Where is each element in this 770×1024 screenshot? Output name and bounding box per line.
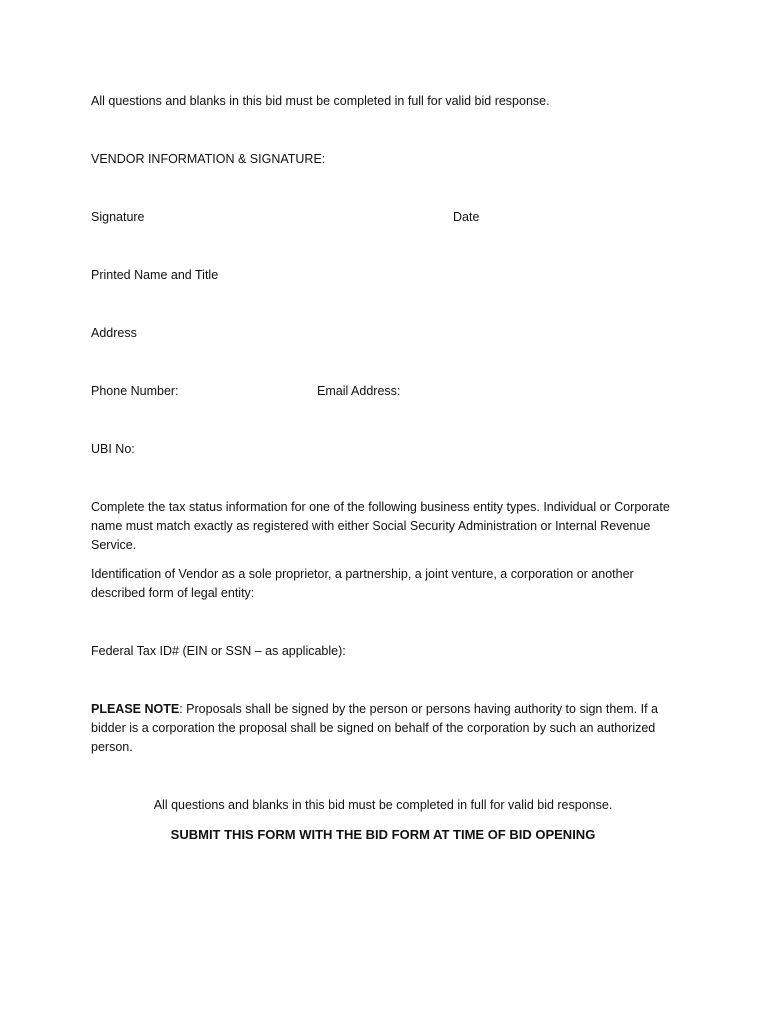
signature-label: Signature xyxy=(91,210,145,224)
please-note-text: : Proposals shall be signed by the person or persons having authority to sign them. If a bidder is a corporation the proposal shall be signed on behalf of the corporation by such an authorized person. xyxy=(91,702,658,754)
vendor-identification-text: Identification of Vendor as a sole proprietor, a partnership, a joint venture, a corporation or another described form of legal entity: xyxy=(91,567,634,600)
intro-text: All questions and blanks in this bid must be completed in full for valid bid response. xyxy=(91,94,550,108)
section-title: VENDOR INFORMATION & SIGNATURE: xyxy=(91,152,326,166)
please-note-paragraph xyxy=(91,700,681,757)
address-label: Address xyxy=(91,326,137,340)
ubi-number-label: UBI No: xyxy=(91,442,135,456)
phone-number-label: Phone Number: xyxy=(91,384,179,398)
please-note-label: PLEASE NOTE xyxy=(91,702,180,716)
federal-tax-id-label: Federal Tax ID# (EIN or SSN – as applicable): xyxy=(91,644,346,658)
closing-text: All questions and blanks in this bid must be completed in full for valid bid response. xyxy=(153,798,613,812)
submit-notice: SUBMIT THIS FORM WITH THE BID FORM AT TIME OF BID OPENING xyxy=(170,827,596,842)
date-label: Date xyxy=(453,210,480,224)
tax-status-instructions: Complete the tax status information for one of the following business entity types. Individual or Corporate name must match exactly as registered with either Social Security Administration or Internal Revenue Service. xyxy=(91,500,670,552)
email-address-label: Email Address: xyxy=(317,384,401,398)
printed-name-title-label: Printed Name and Title xyxy=(91,268,219,282)
